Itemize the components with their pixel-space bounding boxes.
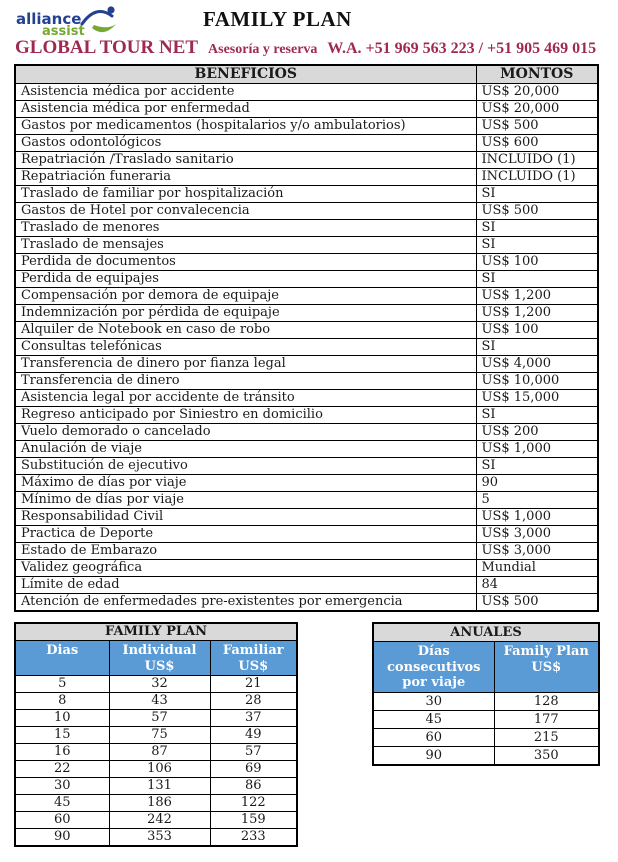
familiar-value: 37	[210, 710, 297, 727]
anuales-table-title: ANUALES	[373, 623, 599, 642]
benefit-amount: US$ 1,000	[476, 509, 598, 526]
family-plan-pricing-table	[14, 622, 298, 847]
benefit-row	[15, 203, 598, 220]
benefit-row	[15, 577, 598, 594]
familiar-header-line1: Familiar	[222, 643, 284, 658]
benefit-row	[15, 322, 598, 339]
individual-value: 75	[109, 727, 210, 744]
anual-price-row	[373, 710, 599, 728]
benefit-row	[15, 152, 598, 169]
anual-price-row	[373, 692, 599, 710]
benefit-row	[15, 118, 598, 135]
benefit-row	[15, 475, 598, 492]
benefit-label: Vuelo demorado o cancelado	[15, 424, 476, 441]
benefit-row	[15, 254, 598, 271]
price-row	[15, 778, 297, 795]
anuales-title-row	[373, 623, 599, 642]
dias-header: Dias	[15, 641, 109, 676]
familiar-value: 21	[210, 676, 297, 693]
benefit-label: Límite de edad	[15, 577, 476, 594]
benefit-amount: SI	[476, 220, 598, 237]
benefit-amount: US$ 3,000	[476, 526, 598, 543]
familiar-header-line2: US$	[238, 658, 269, 674]
anuales-pricing-table	[372, 622, 600, 766]
benefit-row	[15, 526, 598, 543]
familiar-header	[210, 641, 297, 676]
benefit-label: Gastos de Hotel por convalecencia	[15, 203, 476, 220]
benefit-row	[15, 305, 598, 322]
benefit-label: Asistencia médica por enfermedad	[15, 101, 476, 118]
family-plan-us-line2: US$	[531, 659, 562, 675]
benefit-amount: US$ 500	[476, 118, 598, 135]
family-plan-table-title: FAMILY PLAN	[15, 623, 297, 641]
benefit-row	[15, 594, 598, 612]
benefit-amount: 5	[476, 492, 598, 509]
individual-value: 131	[109, 778, 210, 795]
anual-price-value: 350	[494, 746, 599, 765]
price-row	[15, 795, 297, 812]
benefit-label: Repatriación /Traslado sanitario	[15, 152, 476, 169]
price-row	[15, 812, 297, 829]
benefits-table	[14, 64, 599, 612]
benefit-amount: US$ 1,200	[476, 305, 598, 322]
benefit-label: Estado de Embarazo	[15, 543, 476, 560]
individual-header	[109, 641, 210, 676]
benefit-amount: SI	[476, 458, 598, 475]
benefit-row	[15, 424, 598, 441]
benefit-amount: US$ 4,000	[476, 356, 598, 373]
dias-value: 8	[15, 693, 109, 710]
familiar-value: 69	[210, 761, 297, 778]
dias-consecutivos-value: 30	[373, 692, 494, 710]
page-title: FAMILY PLAN	[203, 7, 352, 31]
benefit-label: Perdida de equipajes	[15, 271, 476, 288]
benefit-row	[15, 509, 598, 526]
benefit-amount: 90	[476, 475, 598, 492]
benefit-amount: US$ 1,000	[476, 441, 598, 458]
benefit-amount: US$ 3,000	[476, 543, 598, 560]
benefit-amount: SI	[476, 339, 598, 356]
benefit-row	[15, 288, 598, 305]
dias-value: 22	[15, 761, 109, 778]
dias-value: 10	[15, 710, 109, 727]
anual-price-row	[373, 746, 599, 765]
dias-value: 30	[15, 778, 109, 795]
individual-value: 87	[109, 744, 210, 761]
brand-subtitle: Asesoría y reserva	[208, 42, 318, 57]
dias-value: 45	[15, 795, 109, 812]
benefit-amount: US$ 15,000	[476, 390, 598, 407]
benefit-row	[15, 407, 598, 424]
benefit-row	[15, 271, 598, 288]
individual-header-line1: Individual	[122, 643, 197, 658]
benefit-amount: SI	[476, 271, 598, 288]
benefit-row	[15, 458, 598, 475]
price-row	[15, 710, 297, 727]
individual-value: 353	[109, 829, 210, 847]
benefit-label: Mínimo de días por viaje	[15, 492, 476, 509]
individual-header-line2: US$	[144, 658, 175, 674]
price-row	[15, 676, 297, 693]
benefits-header: BENEFICIOS	[15, 65, 476, 84]
benefit-row	[15, 135, 598, 152]
whatsapp-contact: W.A. +51 969 563 223 / +51 905 469 015	[327, 40, 597, 57]
benefit-label: Compensación por demora de equipaje	[15, 288, 476, 305]
individual-value: 43	[109, 693, 210, 710]
benefit-label: Substitución de ejecutivo	[15, 458, 476, 475]
dias-consecutivos-value: 60	[373, 728, 494, 746]
dias-consecutivos-line2: por viaje	[402, 675, 466, 691]
benefit-row	[15, 169, 598, 186]
benefit-amount: US$ 100	[476, 322, 598, 339]
dias-consecutivos-line1: Días consecutivos	[387, 644, 481, 675]
dias-value: 90	[15, 829, 109, 847]
benefit-amount: US$ 100	[476, 254, 598, 271]
benefit-label: Asistencia legal por accidente de tránsito	[15, 390, 476, 407]
benefit-row	[15, 373, 598, 390]
individual-value: 242	[109, 812, 210, 829]
benefit-row	[15, 101, 598, 118]
familiar-value: 86	[210, 778, 297, 795]
benefit-label: Transferencia de dinero	[15, 373, 476, 390]
benefit-label: Validez geográfica	[15, 560, 476, 577]
benefit-label: Anulación de viaje	[15, 441, 476, 458]
price-row	[15, 761, 297, 778]
benefit-label: Regreso anticipado por Siniestro en domicilio	[15, 407, 476, 424]
benefit-amount: SI	[476, 186, 598, 203]
montos-header: MONTOS	[476, 65, 598, 84]
benefit-label: Responsabilidad Civil	[15, 509, 476, 526]
benefit-label: Transferencia de dinero por fianza legal	[15, 356, 476, 373]
individual-value: 106	[109, 761, 210, 778]
benefit-row	[15, 492, 598, 509]
benefit-amount: US$ 600	[476, 135, 598, 152]
individual-value: 32	[109, 676, 210, 693]
familiar-value: 122	[210, 795, 297, 812]
dias-consecutivos-value: 90	[373, 746, 494, 765]
benefit-label: Perdida de documentos	[15, 254, 476, 271]
familiar-value: 28	[210, 693, 297, 710]
price-row	[15, 744, 297, 761]
price-row	[15, 727, 297, 744]
benefit-label: Gastos por medicamentos (hospitalarios y/o ambulatorios)	[15, 118, 476, 135]
benefit-amount: INCLUIDO (1)	[476, 152, 598, 169]
benefit-amount: US$ 200	[476, 424, 598, 441]
benefit-amount: US$ 20,000	[476, 101, 598, 118]
anuales-header-row	[373, 642, 599, 693]
benefit-label: Practica de Deporte	[15, 526, 476, 543]
benefit-row	[15, 356, 598, 373]
individual-value: 186	[109, 795, 210, 812]
familiar-value: 49	[210, 727, 297, 744]
dias-value: 16	[15, 744, 109, 761]
benefit-amount: US$ 500	[476, 203, 598, 220]
benefit-row	[15, 339, 598, 356]
benefit-label: Gastos odontológicos	[15, 135, 476, 152]
benefit-row	[15, 237, 598, 254]
family-plan-header-row	[15, 641, 297, 676]
benefit-label: Consultas telefónicas	[15, 339, 476, 356]
dias-value: 60	[15, 812, 109, 829]
benefit-label: Máximo de días por viaje	[15, 475, 476, 492]
logo-word-assist: assist	[42, 24, 85, 39]
individual-value: 57	[109, 710, 210, 727]
anual-price-value: 177	[494, 710, 599, 728]
dias-consecutivos-header	[373, 642, 494, 693]
benefit-amount: 84	[476, 577, 598, 594]
anual-price-value: 215	[494, 728, 599, 746]
price-row	[15, 693, 297, 710]
dias-value: 5	[15, 676, 109, 693]
benefit-amount: SI	[476, 237, 598, 254]
family-plan-us-header	[494, 642, 599, 693]
dias-consecutivos-value: 45	[373, 710, 494, 728]
familiar-value: 233	[210, 829, 297, 847]
benefit-amount: Mundial	[476, 560, 598, 577]
benefit-amount: INCLUIDO (1)	[476, 169, 598, 186]
familiar-value: 159	[210, 812, 297, 829]
benefit-row	[15, 560, 598, 577]
benefit-amount: US$ 20,000	[476, 84, 598, 101]
benefit-amount: SI	[476, 407, 598, 424]
anual-price-row	[373, 728, 599, 746]
benefit-label: Indemnización por pérdida de equipaje	[15, 305, 476, 322]
benefit-amount: US$ 10,000	[476, 373, 598, 390]
benefit-label: Traslado de menores	[15, 220, 476, 237]
family-plan-us-line1: Family Plan	[503, 644, 589, 659]
benefit-label: Traslado de familiar por hospitalización	[15, 186, 476, 203]
benefit-amount: US$ 500	[476, 594, 598, 612]
familiar-value: 57	[210, 744, 297, 761]
price-row	[15, 829, 297, 847]
anual-price-value: 128	[494, 692, 599, 710]
brand-line	[15, 37, 616, 59]
benefit-label: Atención de enfermedades pre-existentes por emergencia	[15, 594, 476, 612]
benefit-row	[15, 186, 598, 203]
logo-word-alliance: alliance	[16, 10, 82, 28]
benefit-amount: US$ 1,200	[476, 288, 598, 305]
dias-value: 15	[15, 727, 109, 744]
benefit-label: Asistencia médica por accidente	[15, 84, 476, 101]
alliance-assist-logo	[16, 4, 136, 38]
benefit-label: Repatriación funeraria	[15, 169, 476, 186]
brand-name: GLOBAL TOUR NET	[15, 37, 199, 58]
benefit-row	[15, 220, 598, 237]
family-plan-title-row	[15, 623, 297, 641]
benefits-header-row	[15, 65, 598, 84]
benefit-row	[15, 84, 598, 101]
benefit-row	[15, 390, 598, 407]
benefit-label: Alquiler de Notebook en caso de robo	[15, 322, 476, 339]
benefit-label: Traslado de mensajes	[15, 237, 476, 254]
benefit-row	[15, 543, 598, 560]
benefit-row	[15, 441, 598, 458]
